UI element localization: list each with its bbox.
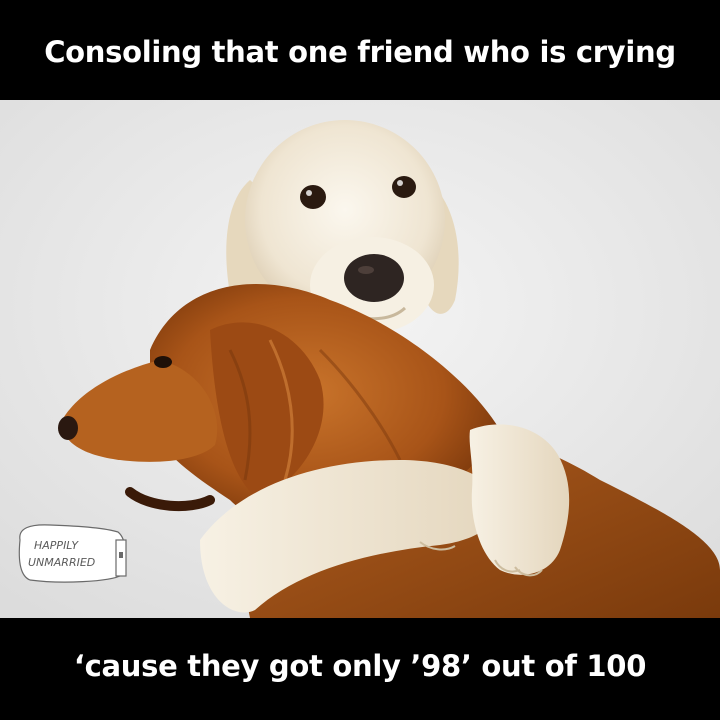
white-dog-nose (344, 254, 404, 302)
white-dog-right-eye (392, 176, 416, 198)
bottom-caption: ‘cause they got only ’98’ out of 100 (73, 649, 647, 683)
red-dog-eye (154, 356, 172, 368)
top-caption: Consoling that one friend who is crying (44, 35, 676, 69)
happily-unmarried-watermark (19, 525, 126, 582)
white-dog-left-eye (300, 185, 326, 209)
watermark-line2: UNMARRIED (28, 556, 96, 569)
dogs-hugging-photo (0, 100, 720, 618)
watermark-line1: HAPPILY (34, 539, 79, 552)
red-dog-nose (58, 416, 78, 440)
